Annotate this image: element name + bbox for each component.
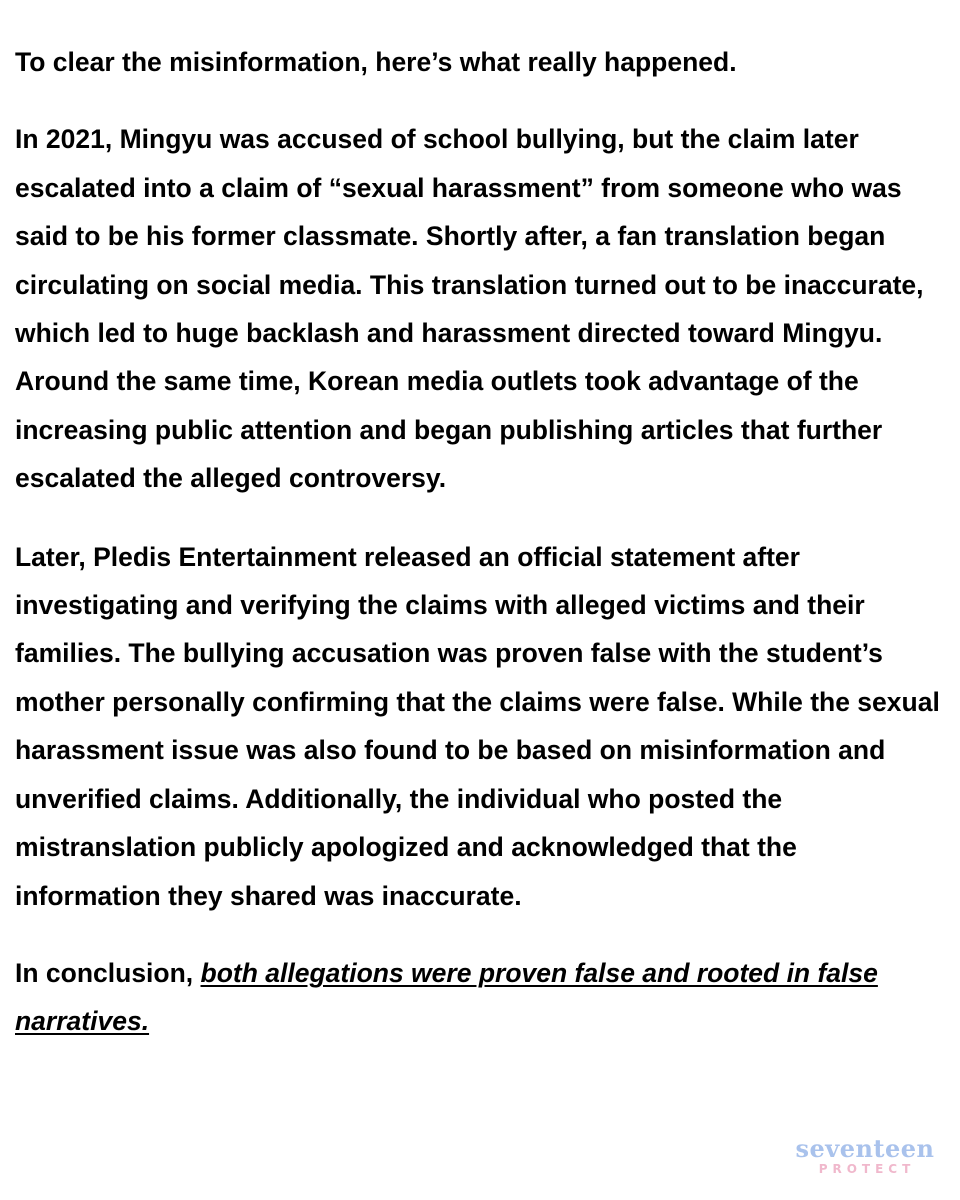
conclusion-lead: In conclusion, bbox=[15, 957, 201, 988]
logo-wordmark: seventeen bbox=[795, 1134, 935, 1163]
conclusion-emphasis: both allegations were proven false and rooted in false narratives. bbox=[15, 957, 878, 1037]
intro-paragraph: To clear the misinformation, here’s what really happened. bbox=[15, 47, 737, 77]
logo-subtitle: PROTECT bbox=[818, 1162, 916, 1176]
conclusion-paragraph bbox=[15, 949, 945, 1046]
document-body bbox=[15, 38, 945, 1046]
seventeen-protect-logo bbox=[790, 1136, 940, 1176]
paragraph-background: In 2021, Mingyu was accused of school bullying, but the claim later escalated into a claim of “sexual harassment” from someone who was said to be his former classmate. Shortly after, a fan translation began circulating on social media. This translation turned out to be inaccurate, which led to huge backlash and harassment directed toward Mingyu. Around the same time, Korean media outlets took advantage of the increasing public attention and began publishing articles that further escalated the alleged controversy. bbox=[15, 124, 924, 494]
paragraph-statement: Later, Pledis Entertainment released an official statement after investigating and verifying the claims with alleged victims and their families. The bullying accusation was proven false with the student’s mother personally confirming that the claims were false. While the sexual harassment issue was also found to be based on misinformation and unverified claims. Additionally, the individual who posted the mistranslation publicly apologized and acknowledged that the information they shared was inaccurate. bbox=[15, 541, 940, 911]
